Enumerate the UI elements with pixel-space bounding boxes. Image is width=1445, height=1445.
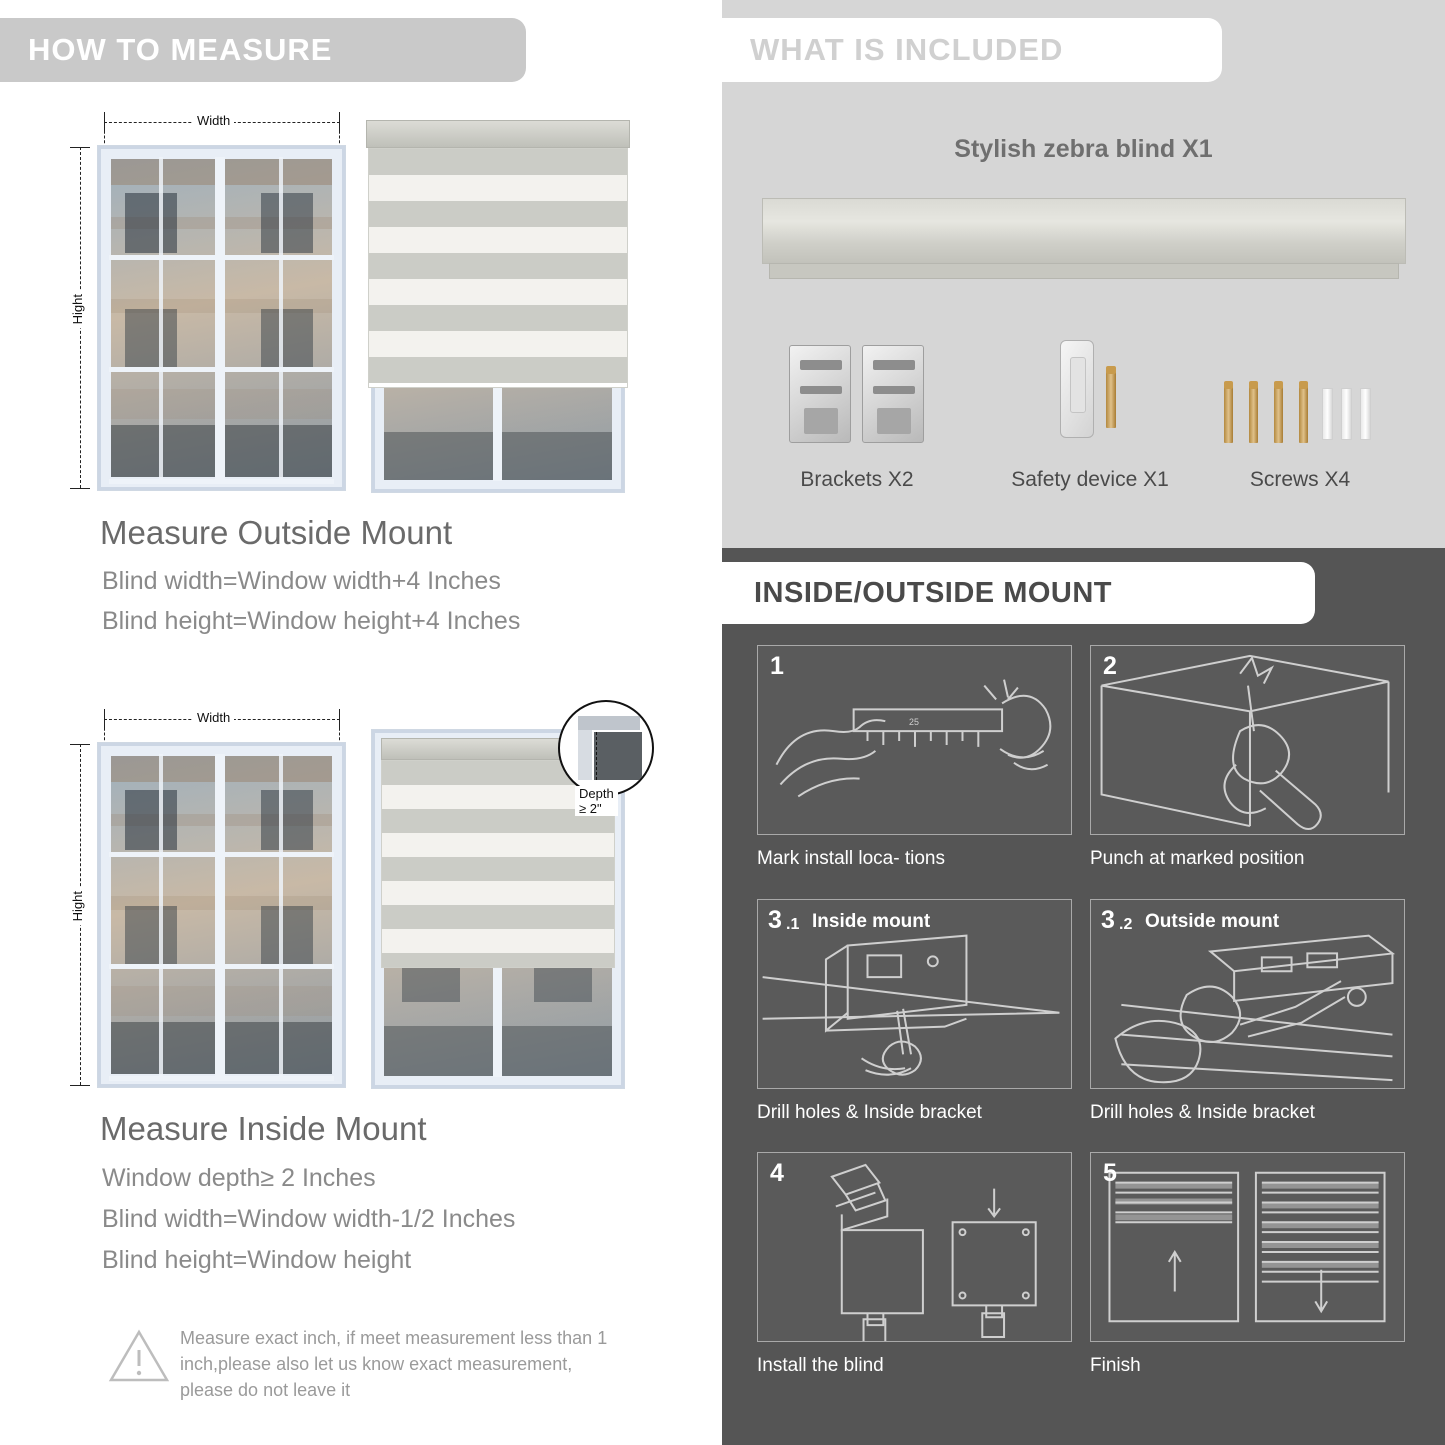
inside-outside-mount-banner: INSIDE/OUTSIDE MOUNT	[722, 562, 1315, 624]
zebra-blind-headrail	[762, 198, 1406, 264]
step-3-2-caption: Drill holes & Inside bracket	[1090, 1102, 1315, 1123]
what-is-included-banner: WHAT IS INCLUDED	[722, 18, 1222, 82]
drill-icon	[1091, 646, 1404, 834]
step-2-number: 2	[1103, 652, 1117, 680]
window-frame	[98, 743, 345, 1087]
ext-line	[104, 126, 105, 148]
inside-width-label: Width	[193, 710, 234, 725]
screw-icon	[1106, 370, 1116, 428]
step-3-2-number: 3	[1101, 906, 1115, 934]
outside-width-label: Width	[193, 113, 234, 128]
product-title: Stylish zebra blind X1	[954, 135, 1213, 163]
hand-tape-measure-icon	[758, 646, 1071, 834]
ext-line	[339, 723, 340, 745]
step-3-2-subnumber: .2	[1119, 916, 1133, 933]
outside-mount-line-1: Blind width=Window width+4 Inches	[102, 567, 501, 595]
inside-mount-line-1: Window depth≥ 2 Inches	[102, 1164, 376, 1192]
step-2-caption: Punch at marked position	[1090, 848, 1305, 869]
svg-text:25: 25	[909, 717, 919, 728]
how-to-measure-section	[0, 0, 712, 1445]
depth-callout-circle	[558, 700, 654, 796]
step-3-1-caption: Drill holes & Inside bracket	[757, 1102, 982, 1123]
finished-blind-icon	[1091, 1153, 1404, 1341]
inside-height-label: Hight	[70, 887, 85, 925]
warning-text: Measure exact inch, if meet measurement less than 1 inch,please also let us know exact measurement, please do not leave it	[180, 1328, 608, 1401]
step-1-panel	[757, 645, 1072, 835]
screws-label: Screws X4	[1249, 468, 1351, 491]
dim-tick	[70, 1085, 90, 1086]
step-4-panel	[757, 1152, 1072, 1342]
outside-mount-line-2: Blind height=Window height+4 Inches	[102, 607, 521, 635]
step-3-1-number: 3	[768, 906, 782, 934]
step-1-number: 1	[770, 652, 784, 680]
step-4-number: 4	[770, 1159, 784, 1187]
install-blind-icon	[758, 1153, 1071, 1341]
step-5-number: 5	[1103, 1159, 1117, 1187]
step-5-panel	[1090, 1152, 1405, 1342]
step-1-caption: Mark install loca- tions	[757, 848, 945, 869]
window-frame	[98, 146, 345, 490]
step-2-panel	[1090, 645, 1405, 835]
safety-device-label: Safety device X1	[1011, 468, 1169, 491]
depth-label: Depth ≥ 2"	[575, 786, 618, 816]
dim-tick	[70, 147, 90, 148]
how-to-measure-banner: HOW TO MEASURE	[0, 18, 526, 82]
safety-device-icon	[1060, 340, 1094, 438]
inside-mount-line-2: Blind width=Window width-1/2 Inches	[102, 1205, 516, 1233]
inside-mount-line-3: Blind height=Window height	[102, 1246, 412, 1274]
inside-mount-title: Measure Inside Mount	[100, 1110, 427, 1147]
ext-line	[339, 126, 340, 148]
step-3-1-title: Inside mount	[812, 911, 931, 932]
brackets-label: Brackets X2	[800, 468, 914, 491]
outside-mount-title: Measure Outside Mount	[100, 514, 453, 551]
step-4-caption: Install the blind	[757, 1355, 884, 1376]
step-5-caption: Finish	[1090, 1355, 1141, 1376]
step-3-2-title: Outside mount	[1145, 911, 1280, 932]
dim-tick	[70, 488, 90, 489]
outside-height-label: Hight	[70, 290, 85, 328]
dim-tick	[70, 744, 90, 745]
step-3-1-subnumber: .1	[786, 916, 800, 933]
ext-line	[104, 723, 105, 745]
warning-triangle-icon	[108, 1328, 170, 1384]
